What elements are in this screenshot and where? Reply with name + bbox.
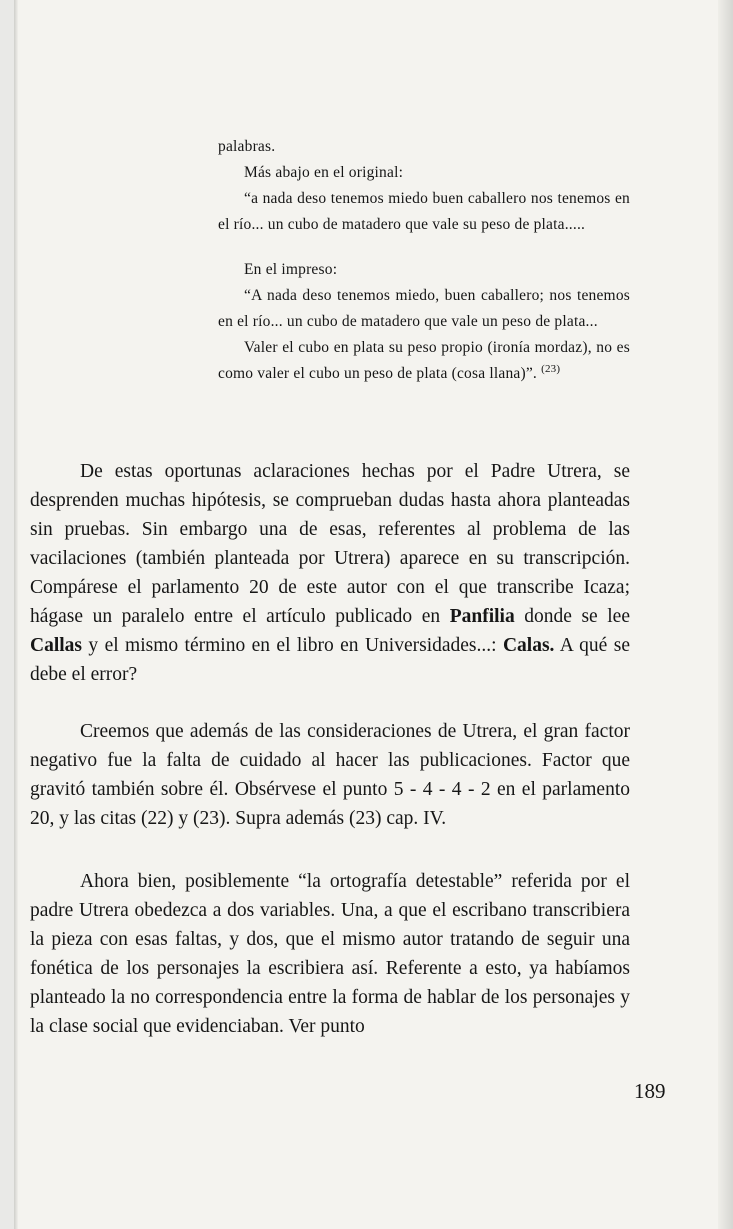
- paragraph-utrera-clarifications: [30, 457, 630, 689]
- quote-comment-text: Valer el cubo en plata su peso propio (ironía mordaz), no es como valer el cubo un peso de plata (cosa llana)”.: [218, 339, 630, 382]
- quote-heading-printed: En el impreso:: [244, 261, 338, 278]
- quote-original-text: “a nada deso tenemos miedo buen caballero nos tenemos en el río... un cubo de matadero que vale su peso de plata.....: [218, 190, 630, 233]
- paragraph-orthography: Ahora bien, posiblemente “la ortografía detestable” referida por el padre Utrera obedezca a dos variables. Una, a que el escribano transcribiera la pieza con esas faltas, y dos, que el mismo autor tratando de seguir una fonética de los personajes la escribiera así. Referente a esto, ya habíamos planteado la no correspondencia entre la forma de hablar de los personajes y la clase social que evidenciaban. Ver punto: [30, 871, 630, 1037]
- paragraph1-text-a: De estas oportunas aclaraciones hechas por el Padre Utrera, se desprenden muchas hipótesis, se comprueban dudas hasta ahora planteadas sin pruebas. Sin embargo una de esas, referentes al problema de las vacilaciones (también planteada por Utrera) aparece en su transcripción. Compárese el parlamento 20 de este autor con el que transcribe Icaza; hágase un paralelo entre el artículo publicado en: [30, 461, 630, 627]
- quote-footnote-ref: (23): [541, 362, 561, 375]
- term-callas: Callas: [30, 635, 83, 656]
- term-panfilia: Panfilia: [449, 606, 515, 627]
- quote-line-palabras: palabras.: [218, 138, 276, 155]
- block-quote: [218, 134, 630, 387]
- quote-printed-text: “A nada deso tenemos miedo, buen caballero; nos tenemos en el río... un cubo de matadero que vale un peso de plata...: [218, 287, 630, 330]
- paragraph1-text-c: y el mismo término en el libro en Universidades...:: [82, 635, 503, 656]
- quote-heading-original: Más abajo en el original:: [244, 164, 404, 181]
- paragraph1-text-b: donde se lee: [514, 606, 630, 627]
- page-number: 189: [634, 1079, 666, 1103]
- paragraph1-text-d: A qué se debe el error?: [30, 635, 630, 685]
- paragraph-negative-factor: Creemos que además de las consideraciones de Utrera, el gran factor negativo fue la falta de cuidado al hacer las publicaciones. Factor que gravitó también sobre él. Obsérvese el punto 5 - 4 - 4 - 2 en el parlamento 20, y las citas (22) y (23). Supra además (23) cap. IV.: [30, 721, 630, 829]
- quote-comment: [218, 335, 630, 387]
- page-edge-right: [718, 0, 733, 1229]
- term-calas: Calas.: [502, 635, 555, 656]
